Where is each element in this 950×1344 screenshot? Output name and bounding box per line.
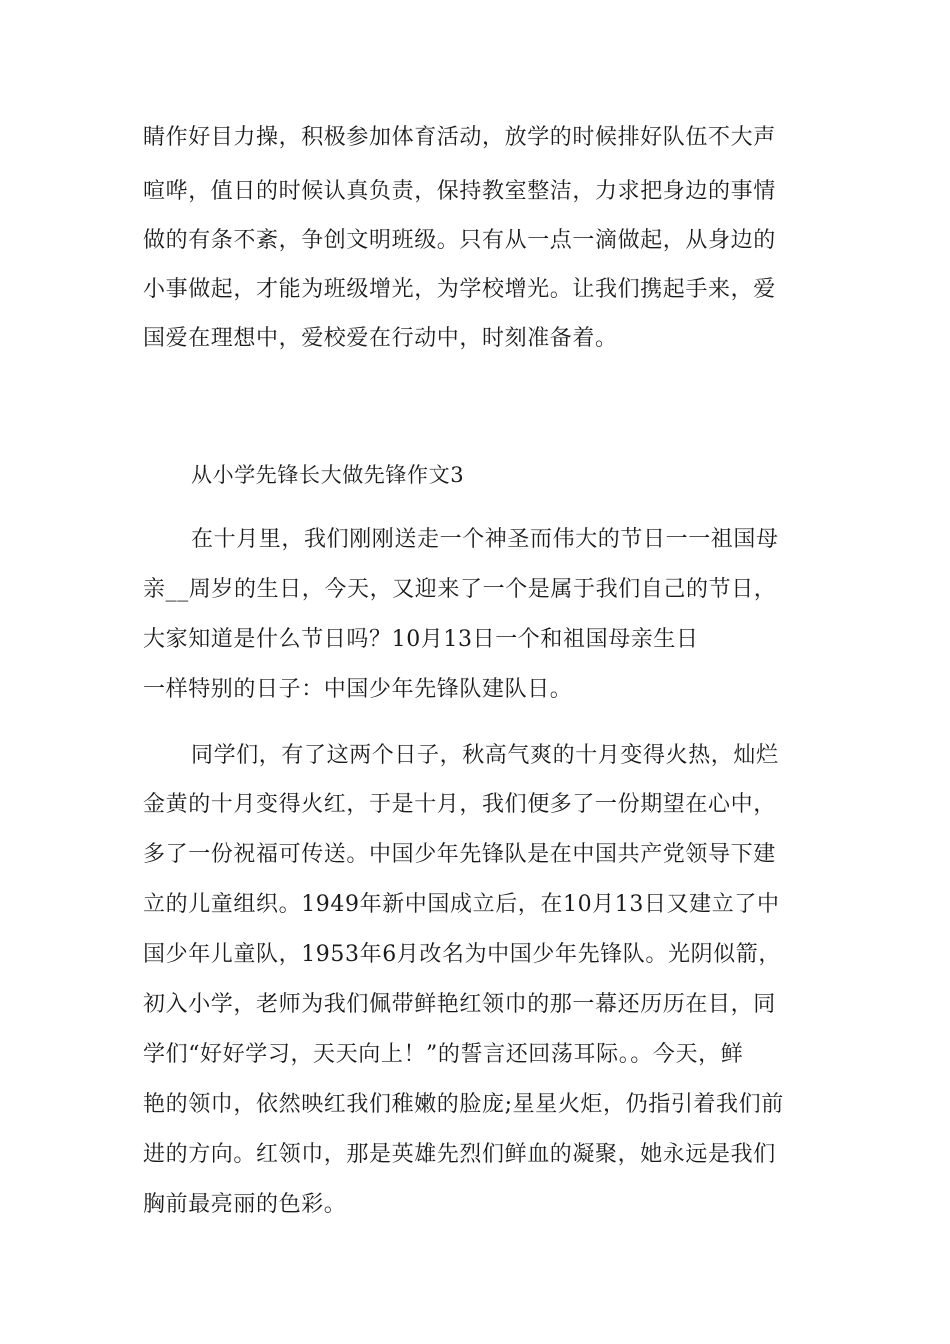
paragraph-3-line-6: 初入小学，老师为我们佩带鲜艳红领巾的那一幕还历历在目，同	[143, 992, 776, 1017]
paragraph-3-line-4: 立的儿童组织。1949年新中国成立后，在10月13日又建立了中	[143, 892, 780, 917]
paragraph-1-line-1: 睛作好目力操，积极参加体育活动，放学的时候排好队伍不大声	[143, 125, 776, 150]
paragraph-3-line-3: 多了一份祝福可传送。中国少年先锋队是在中国共产党领导下建	[143, 842, 776, 867]
paragraph-2-line-3: 大家知道是什么节日吗？10月13日一个和祖国母亲生日	[143, 627, 699, 652]
paragraph-1-line-4: 小事做起，才能为班级增光，为学校增光。让我们携起手来，爱	[143, 277, 776, 302]
paragraph-1-line-2: 喧哗，值日的时候认真负责，保持教室整洁，力求把身边的事情	[143, 179, 776, 204]
paragraph-3-line-1: 同学们，有了这两个日子，秋高气爽的十月变得火热，灿烂	[191, 743, 779, 768]
paragraph-3-line-5: 国少年儿童队，1953年6月改名为中国少年先锋队。光阴似箭，	[143, 942, 781, 967]
paragraph-3-line-7: 学们“好好学习，天天向上！”的誓言还回荡耳际。。今天，鲜	[143, 1042, 744, 1067]
section-heading: 从小学先锋长大做先锋作文3	[191, 463, 465, 487]
paragraph-1-line-3: 做的有条不紊，争创文明班级。只有从一点一滴做起，从身边的	[143, 228, 776, 253]
paragraph-3-line-9: 进的方向。红领巾，那是英雄先烈们鲜血的凝聚，她永远是我们	[143, 1142, 776, 1167]
paragraph-3-line-2: 金黄的十月变得火红，于是十月，我们便多了一份期望在心中，	[143, 792, 776, 817]
paragraph-1-line-5: 国爱在理想中，爱校爱在行动中，时刻准备着。	[143, 326, 618, 351]
paragraph-2-line-4: 一样特别的日子：中国少年先锋队建队日。	[143, 677, 573, 702]
paragraph-3-line-8: 艳的领巾，依然映红我们稚嫩的脸庞;星星火炬，仍指引着我们前	[143, 1092, 784, 1117]
paragraph-3-line-10: 胸前最亮丽的色彩。	[143, 1192, 347, 1217]
paragraph-2-line-2: 亲__周岁的生日，今天，又迎来了一个是属于我们自己的节日，	[143, 577, 777, 602]
paragraph-2-line-1: 在十月里，我们刚刚送走一个神圣而伟大的节日一一祖国母	[191, 527, 779, 552]
